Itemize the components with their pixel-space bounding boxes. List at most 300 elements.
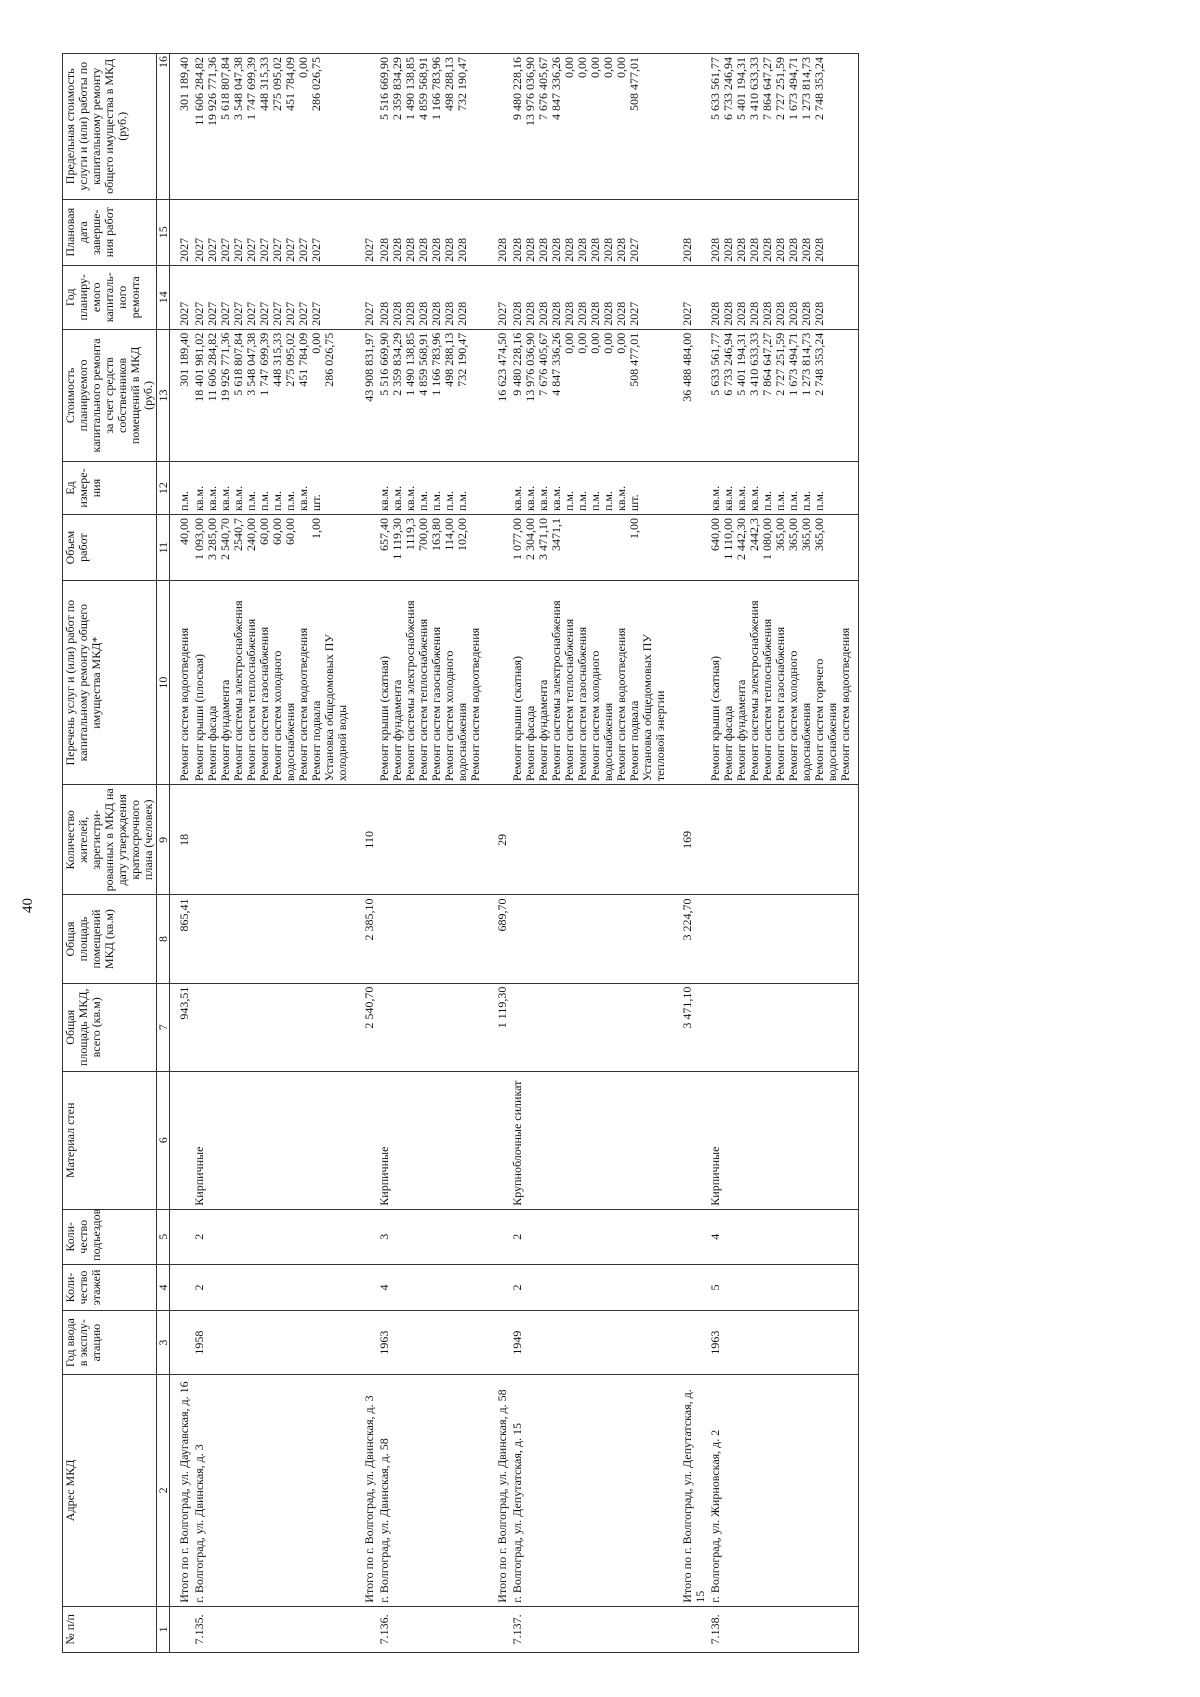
- floors-count: 2: [510, 1264, 673, 1310]
- work-unit: кв.м.: [377, 485, 391, 512]
- limit-cost: 0,00: [575, 57, 589, 78]
- repair-year: 2028: [536, 301, 550, 326]
- column-header: Год планиру-емого капиталь-ного ремонта: [63, 265, 157, 329]
- wall-material: [673, 1071, 708, 1209]
- repair-year: 2027: [680, 301, 694, 326]
- repair-year: 2028: [760, 301, 774, 326]
- residents-count: [377, 785, 488, 895]
- wall-material: Кирпичные: [708, 1071, 859, 1209]
- repair-year: 2028: [523, 301, 537, 326]
- completion-date: 2027: [270, 237, 284, 262]
- completion-date-cell: [170, 199, 193, 265]
- work-unit: п.м.: [283, 491, 297, 512]
- limit-cost: 11 606 284,82: [192, 57, 206, 126]
- work-volume: 1 110,00: [721, 518, 735, 560]
- commission-year: 1958: [192, 1311, 355, 1375]
- limit-cost: 0,00: [614, 57, 628, 78]
- limit-cost: 0,00: [588, 57, 602, 78]
- capital-repair-table: [62, 53, 859, 1653]
- work-cost: 9 480 228,16: [510, 332, 524, 396]
- total-row: [488, 54, 510, 1653]
- completion-date-cell: [510, 199, 673, 265]
- work-item-cell: [510, 581, 673, 785]
- completion-date: 2028: [708, 237, 722, 262]
- work-unit-cell: [170, 462, 193, 515]
- column-number: 3: [157, 1311, 170, 1375]
- work-item: Ремонт систем газоснабжения: [575, 626, 589, 782]
- work-item: Ремонт систем горячего водоснабжения: [812, 658, 839, 782]
- completion-date: 2028: [799, 237, 813, 262]
- work-unit: кв.м.: [747, 485, 761, 512]
- repair-year: 2028: [773, 301, 787, 326]
- work-item: Ремонт крыши (скатная): [708, 656, 722, 782]
- rooms-area: [192, 895, 355, 983]
- work-unit-cell: [488, 462, 510, 515]
- completion-date: 2027: [362, 237, 376, 262]
- work-cost: 508 477,01: [627, 332, 641, 387]
- floors-count: [488, 1264, 510, 1310]
- work-cost: 16 623 474,50: [495, 332, 509, 402]
- address-cell: г. Волгоград, ул. Двинская, д. 3: [192, 1375, 355, 1607]
- work-item: Установка общедомовых ПУ холодной воды: [322, 634, 349, 782]
- work-item: Ремонт систем холодного водоснабжения: [588, 650, 615, 782]
- completion-date: 2028: [575, 237, 589, 262]
- work-unit: п.м.: [442, 491, 456, 512]
- address-cell: Итого по г. Волгоград, ул. Депутатская, д. 15: [673, 1375, 708, 1607]
- work-unit: кв.м.: [721, 485, 735, 512]
- table-row: [708, 54, 859, 1653]
- limit-cost: 3 548 047,38: [231, 57, 245, 120]
- floors-count: 2: [192, 1264, 355, 1310]
- work-cost: 1 673 494,71: [786, 332, 800, 396]
- page-number: 40: [20, 898, 36, 913]
- work-item: Ремонт систем водоотведения: [296, 627, 310, 782]
- repair-year: 2027: [257, 301, 271, 326]
- work-unit: кв.м.: [614, 485, 628, 512]
- total-area: [510, 983, 673, 1071]
- work-unit: п.м.: [760, 491, 774, 512]
- limit-cost-cell: [192, 54, 355, 200]
- work-volume: 2442,3: [747, 518, 761, 552]
- completion-date: 2027: [296, 237, 310, 262]
- repair-year-cell: [192, 265, 355, 329]
- work-cost: 5 618 807,84: [231, 332, 245, 396]
- completion-date: 2028: [773, 237, 787, 262]
- work-cost: 275 095,02: [283, 332, 297, 387]
- work-volume-cell: [377, 515, 488, 581]
- rooms-area: [708, 895, 859, 983]
- work-volume: 2540,7: [231, 518, 245, 552]
- residents-count: 110: [355, 785, 377, 895]
- work-volume: 114,00: [442, 518, 456, 551]
- completion-date-cell: [377, 199, 488, 265]
- repair-year: 2028: [562, 301, 576, 326]
- limit-cost: 508 477,01: [627, 57, 641, 111]
- work-unit-cell: [510, 462, 673, 515]
- residents-count: [708, 785, 859, 895]
- work-volume: 60,00: [270, 518, 284, 546]
- commission-year: [673, 1311, 708, 1375]
- limit-cost: 301 189,40: [177, 57, 191, 111]
- work-cost: 301 189,40: [177, 332, 191, 387]
- work-item: Ремонт систем газоснабжения: [429, 626, 443, 782]
- repair-year-cell: [355, 265, 377, 329]
- work-unit: п.м.: [786, 491, 800, 512]
- work-cost: 7 864 647,27: [760, 332, 774, 396]
- repair-year: 2028: [429, 301, 443, 326]
- work-unit: п.м.: [257, 491, 271, 512]
- work-cost-cell: [673, 329, 708, 461]
- work-cost: 0,00: [309, 332, 323, 354]
- repair-year: 2028: [455, 301, 469, 326]
- column-header: Коли-чество этажей: [63, 1264, 157, 1310]
- work-item: Ремонт систем водоотведения: [177, 627, 191, 782]
- work-volume: [576, 518, 589, 577]
- column-number: 12: [157, 462, 170, 515]
- limit-cost: 5 401 194,31: [734, 57, 748, 120]
- limit-cost: 732 190,47: [455, 57, 469, 111]
- total-area: [708, 983, 859, 1071]
- residents-count: [510, 785, 673, 895]
- floors-count: [170, 1264, 193, 1310]
- work-unit: п.м.: [177, 491, 191, 512]
- work-cost: 2 359 834,29: [390, 332, 404, 396]
- work-unit: п.м.: [562, 491, 576, 512]
- commission-year: 1963: [708, 1311, 859, 1375]
- repair-year: 2028: [575, 301, 589, 326]
- limit-cost: 1 273 814,73: [799, 57, 813, 120]
- limit-cost-cell: [673, 54, 708, 200]
- limit-cost-cell: [377, 54, 488, 200]
- column-number: 9: [157, 785, 170, 895]
- work-cost: 1 273 814,73: [799, 332, 813, 396]
- work-unit: п.м.: [799, 491, 813, 512]
- work-unit: п.м.: [575, 491, 589, 512]
- work-item: Ремонт подвала: [627, 700, 641, 782]
- work-volume: [589, 518, 602, 577]
- table-row: [377, 54, 488, 1653]
- completion-date: 2028: [562, 237, 576, 262]
- address-cell: Итого по г. Волгоград, ул. Двинская, д. 3: [355, 1375, 377, 1607]
- column-header: Год ввода в эксплу-атацию: [63, 1311, 157, 1375]
- work-item: Ремонт крыши (скатная): [510, 656, 524, 782]
- rooms-area: 865,41: [170, 895, 193, 983]
- limit-cost: 448 315,33: [257, 57, 271, 111]
- completion-date: 2028: [429, 237, 443, 262]
- work-item-cell: [708, 581, 859, 785]
- residents-count: 18: [170, 785, 193, 895]
- work-item: Ремонт фундамента: [218, 679, 232, 782]
- repair-year: 2027: [231, 301, 245, 326]
- work-volume: 2 540,70: [218, 518, 232, 561]
- limit-cost: 19 926 771,36: [205, 57, 219, 126]
- work-volume: 163,80: [429, 518, 443, 552]
- column-number: 4: [157, 1264, 170, 1310]
- work-volume: 657,40: [377, 518, 391, 552]
- limit-cost: 1 673 494,71: [786, 57, 800, 120]
- work-cost: 448 315,33: [270, 332, 284, 387]
- work-unit: кв.м.: [708, 485, 722, 512]
- work-unit: кв.м.: [218, 485, 232, 512]
- work-volume: 365,00: [812, 518, 826, 552]
- work-cost-cell: [377, 329, 488, 461]
- completion-date: 2028: [760, 237, 774, 262]
- work-volume: 60,00: [283, 518, 297, 546]
- repair-year: 2027: [296, 301, 310, 326]
- work-item: Ремонт подвала: [309, 700, 323, 782]
- work-cost-cell: [488, 329, 510, 461]
- repair-year-cell: [488, 265, 510, 329]
- rooms-area: [377, 895, 488, 983]
- work-item-cell: [170, 581, 193, 785]
- work-cost: 1 490 138,85: [403, 332, 417, 396]
- column-header: Стоимость планируемого капитального ремонта за счет средств собственников помещений в МКД (руб.): [63, 329, 157, 461]
- limit-cost-cell: [355, 54, 377, 200]
- work-unit-cell: [708, 462, 859, 515]
- work-volume: 1 080,00: [760, 518, 774, 561]
- row-number: [488, 1606, 510, 1652]
- column-header: Материал стен: [63, 1071, 157, 1209]
- work-volume: 1 119,30: [390, 518, 404, 560]
- limit-cost: 5 618 807,84: [218, 57, 232, 120]
- work-volume-cell: [708, 515, 859, 581]
- work-unit-cell: [192, 462, 355, 515]
- work-cost: 11 606 284,82: [205, 332, 219, 402]
- commission-year: [170, 1311, 193, 1375]
- work-volume: 640,00: [708, 518, 722, 552]
- work-cost: 0,00: [562, 332, 576, 354]
- limit-cost: 7 676 405,67: [536, 57, 550, 120]
- completion-date: 2028: [812, 237, 826, 262]
- limit-cost: 0,00: [562, 57, 576, 78]
- work-unit: кв.м.: [296, 485, 310, 512]
- limit-cost: 2 748 353,24: [812, 57, 826, 120]
- limit-cost-cell: [510, 54, 673, 200]
- work-unit: п.м.: [416, 491, 430, 512]
- work-unit: п.м.: [270, 491, 284, 512]
- address-cell: Итого по г. Волгоград, ул. Двинская, д. 58: [488, 1375, 510, 1607]
- work-unit: п.м.: [812, 491, 826, 512]
- work-item: Ремонт систем водоотведения: [614, 627, 628, 782]
- repair-year: 2027: [218, 301, 232, 326]
- work-volume: [602, 518, 615, 577]
- repair-year: 2027: [495, 301, 509, 326]
- row-number: [170, 1606, 193, 1652]
- work-cost: 732 190,47: [455, 332, 469, 387]
- commission-year: 1949: [510, 1311, 673, 1375]
- column-number: 6: [157, 1071, 170, 1209]
- work-unit: кв.м.: [734, 485, 748, 512]
- limit-cost: 451 784,09: [283, 57, 297, 111]
- work-cost: 286 026,75: [322, 332, 336, 387]
- work-cost: 5 516 669,90: [377, 332, 391, 396]
- work-cost: 2 727 251,59: [773, 332, 787, 396]
- work-cost: 4 859 568,91: [416, 332, 430, 396]
- work-cost: 0,00: [614, 332, 628, 354]
- work-item-cell: [673, 581, 708, 785]
- total-area: 1 119,30: [488, 983, 510, 1071]
- repair-year: 2028: [799, 301, 813, 326]
- wall-material: Крупноблочные силикат: [510, 1071, 673, 1209]
- column-number: 11: [157, 515, 170, 581]
- repair-year: 2028: [588, 301, 602, 326]
- work-item: Ремонт системы электроснабжения: [747, 600, 761, 782]
- address-cell: г. Волгоград, ул. Двинская, д. 58: [377, 1375, 488, 1607]
- completion-date: 2027: [244, 237, 258, 262]
- work-item: Ремонт крыши (скатная): [377, 656, 391, 782]
- repair-year: 2028: [734, 301, 748, 326]
- limit-cost: 275 095,02: [270, 57, 284, 111]
- column-header: Коли-чество подъездов: [63, 1209, 157, 1264]
- rooms-area: 2 385,10: [355, 895, 377, 983]
- work-volume: 1119,3: [403, 518, 417, 551]
- completion-date: 2028: [403, 237, 417, 262]
- work-unit: кв.м.: [549, 485, 563, 512]
- column-number: 10: [157, 581, 170, 785]
- repair-year: 2027: [627, 301, 641, 326]
- work-item: Ремонт системы электроснабжения: [231, 600, 245, 782]
- row-number: 7.138.: [708, 1606, 859, 1652]
- limit-cost: 4 847 336,26: [549, 57, 563, 120]
- work-item: Ремонт системы электроснабжения: [549, 600, 563, 782]
- work-item: Ремонт систем газоснабжения: [257, 626, 271, 782]
- work-cost: 1 747 699,39: [257, 332, 271, 396]
- repair-year: 2028: [442, 301, 456, 326]
- work-unit: п.м.: [455, 491, 469, 512]
- work-item-cell: [377, 581, 488, 785]
- floors-count: [355, 1264, 377, 1310]
- work-unit: кв.м.: [523, 485, 537, 512]
- repair-year: 2028: [747, 301, 761, 326]
- total-row: [170, 54, 193, 1653]
- work-cost: 3 548 047,38: [244, 332, 258, 396]
- work-cost: 4 847 336,26: [549, 332, 563, 396]
- work-cost-cell: [510, 329, 673, 461]
- row-number: 7.136.: [377, 1606, 488, 1652]
- work-item: Ремонт систем холодного водоснабжения: [786, 650, 813, 782]
- repair-year: 2028: [708, 301, 722, 326]
- work-cost-cell: [355, 329, 377, 461]
- entrances-count: 2: [510, 1209, 673, 1264]
- work-item-cell: [488, 581, 510, 785]
- repair-year: 2027: [177, 301, 191, 326]
- limit-cost-cell: [488, 54, 510, 200]
- rooms-area: [510, 895, 673, 983]
- completion-date-cell: [673, 199, 708, 265]
- work-unit: шт.: [627, 494, 641, 512]
- completion-date: 2028: [721, 237, 735, 262]
- header-row: [63, 54, 157, 1653]
- limit-cost: 2 727 251,59: [773, 57, 787, 120]
- completion-date: 2027: [231, 237, 245, 262]
- work-cost: 6 733 246,94: [721, 332, 735, 396]
- completion-date: 2028: [601, 237, 615, 262]
- completion-date: 2027: [309, 237, 323, 262]
- rotated-document-page: [20, 53, 1142, 1653]
- work-item: Ремонт фундамента: [734, 679, 748, 782]
- completion-date: 2027: [283, 237, 297, 262]
- work-unit: кв.м.: [536, 485, 550, 512]
- repair-year: 2028: [416, 301, 430, 326]
- repair-year-cell: [377, 265, 488, 329]
- work-item: Ремонт систем водоотведения: [468, 627, 482, 782]
- limit-cost: 286 026,75: [309, 57, 323, 111]
- repair-year: 2028: [510, 301, 524, 326]
- work-cost: 43 908 831,97: [362, 332, 376, 402]
- row-number: [355, 1606, 377, 1652]
- entrances-count: 4: [708, 1209, 859, 1264]
- work-unit: шт.: [309, 494, 323, 512]
- work-unit: кв.м.: [205, 485, 219, 512]
- limit-cost: 9 480 228,16: [510, 57, 524, 120]
- work-item: Ремонт системы электроснабжения: [403, 600, 417, 782]
- work-volume: 1 077,00: [510, 518, 524, 561]
- repair-year: 2028: [377, 301, 391, 326]
- limit-cost: 0,00: [296, 57, 310, 78]
- commission-year: [355, 1311, 377, 1375]
- work-cost: 13 976 036,90: [523, 332, 537, 402]
- column-header: Ед измере-ния: [63, 462, 157, 515]
- work-item: Ремонт систем теплоснабжения: [416, 618, 430, 782]
- column-number: 8: [157, 895, 170, 983]
- limit-cost-cell: [170, 54, 193, 200]
- column-number: 2: [157, 1375, 170, 1607]
- limit-cost: 5 516 669,90: [377, 57, 391, 120]
- entrances-count: [355, 1209, 377, 1264]
- work-unit: кв.м.: [390, 485, 404, 512]
- completion-date-cell: [192, 199, 355, 265]
- work-unit: кв.м.: [231, 485, 245, 512]
- column-number: 5: [157, 1209, 170, 1264]
- work-unit: п.м.: [601, 491, 615, 512]
- work-cost: 3 410 633,33: [747, 332, 761, 396]
- work-volume-cell: [192, 515, 355, 581]
- column-header: Общая площадь МКД, всего (кв.м): [63, 983, 157, 1071]
- work-item: Ремонт систем водоотведения: [838, 627, 852, 782]
- work-cost: 7 676 405,67: [536, 332, 550, 396]
- column-header: Адрес МКД: [63, 1375, 157, 1607]
- entrances-count: 3: [377, 1209, 488, 1264]
- work-unit-cell: [377, 462, 488, 515]
- commission-year: 1963: [377, 1311, 488, 1375]
- work-cost: 0,00: [575, 332, 589, 354]
- floors-count: 4: [377, 1264, 488, 1310]
- commission-year: [488, 1311, 510, 1375]
- rooms-area: 3 224,70: [673, 895, 708, 983]
- work-cost-cell: [708, 329, 859, 461]
- total-area: [377, 983, 488, 1071]
- column-number: 14: [157, 265, 170, 329]
- work-cost-cell: [170, 329, 193, 461]
- work-item: Ремонт крыши (плоская): [192, 653, 206, 782]
- limit-cost: 1 490 138,85: [403, 57, 417, 120]
- work-cost: 1 166 783,96: [429, 332, 443, 396]
- completion-date: 2028: [442, 237, 456, 262]
- row-number: [673, 1606, 708, 1652]
- repair-year: 2028: [549, 301, 563, 326]
- completion-date: 2027: [627, 237, 641, 262]
- completion-date: 2028: [734, 237, 748, 262]
- residents-count: 169: [673, 785, 708, 895]
- wall-material: [170, 1071, 193, 1209]
- repair-year: 2027: [244, 301, 258, 326]
- work-item: Ремонт систем теплоснабжения: [760, 618, 774, 782]
- work-item: Установка общедомовых ПУ тепловой энергии: [640, 634, 667, 782]
- repair-year: 2028: [721, 301, 735, 326]
- work-cost: 0,00: [601, 332, 615, 354]
- column-number: 13: [157, 329, 170, 461]
- repair-year-cell: [708, 265, 859, 329]
